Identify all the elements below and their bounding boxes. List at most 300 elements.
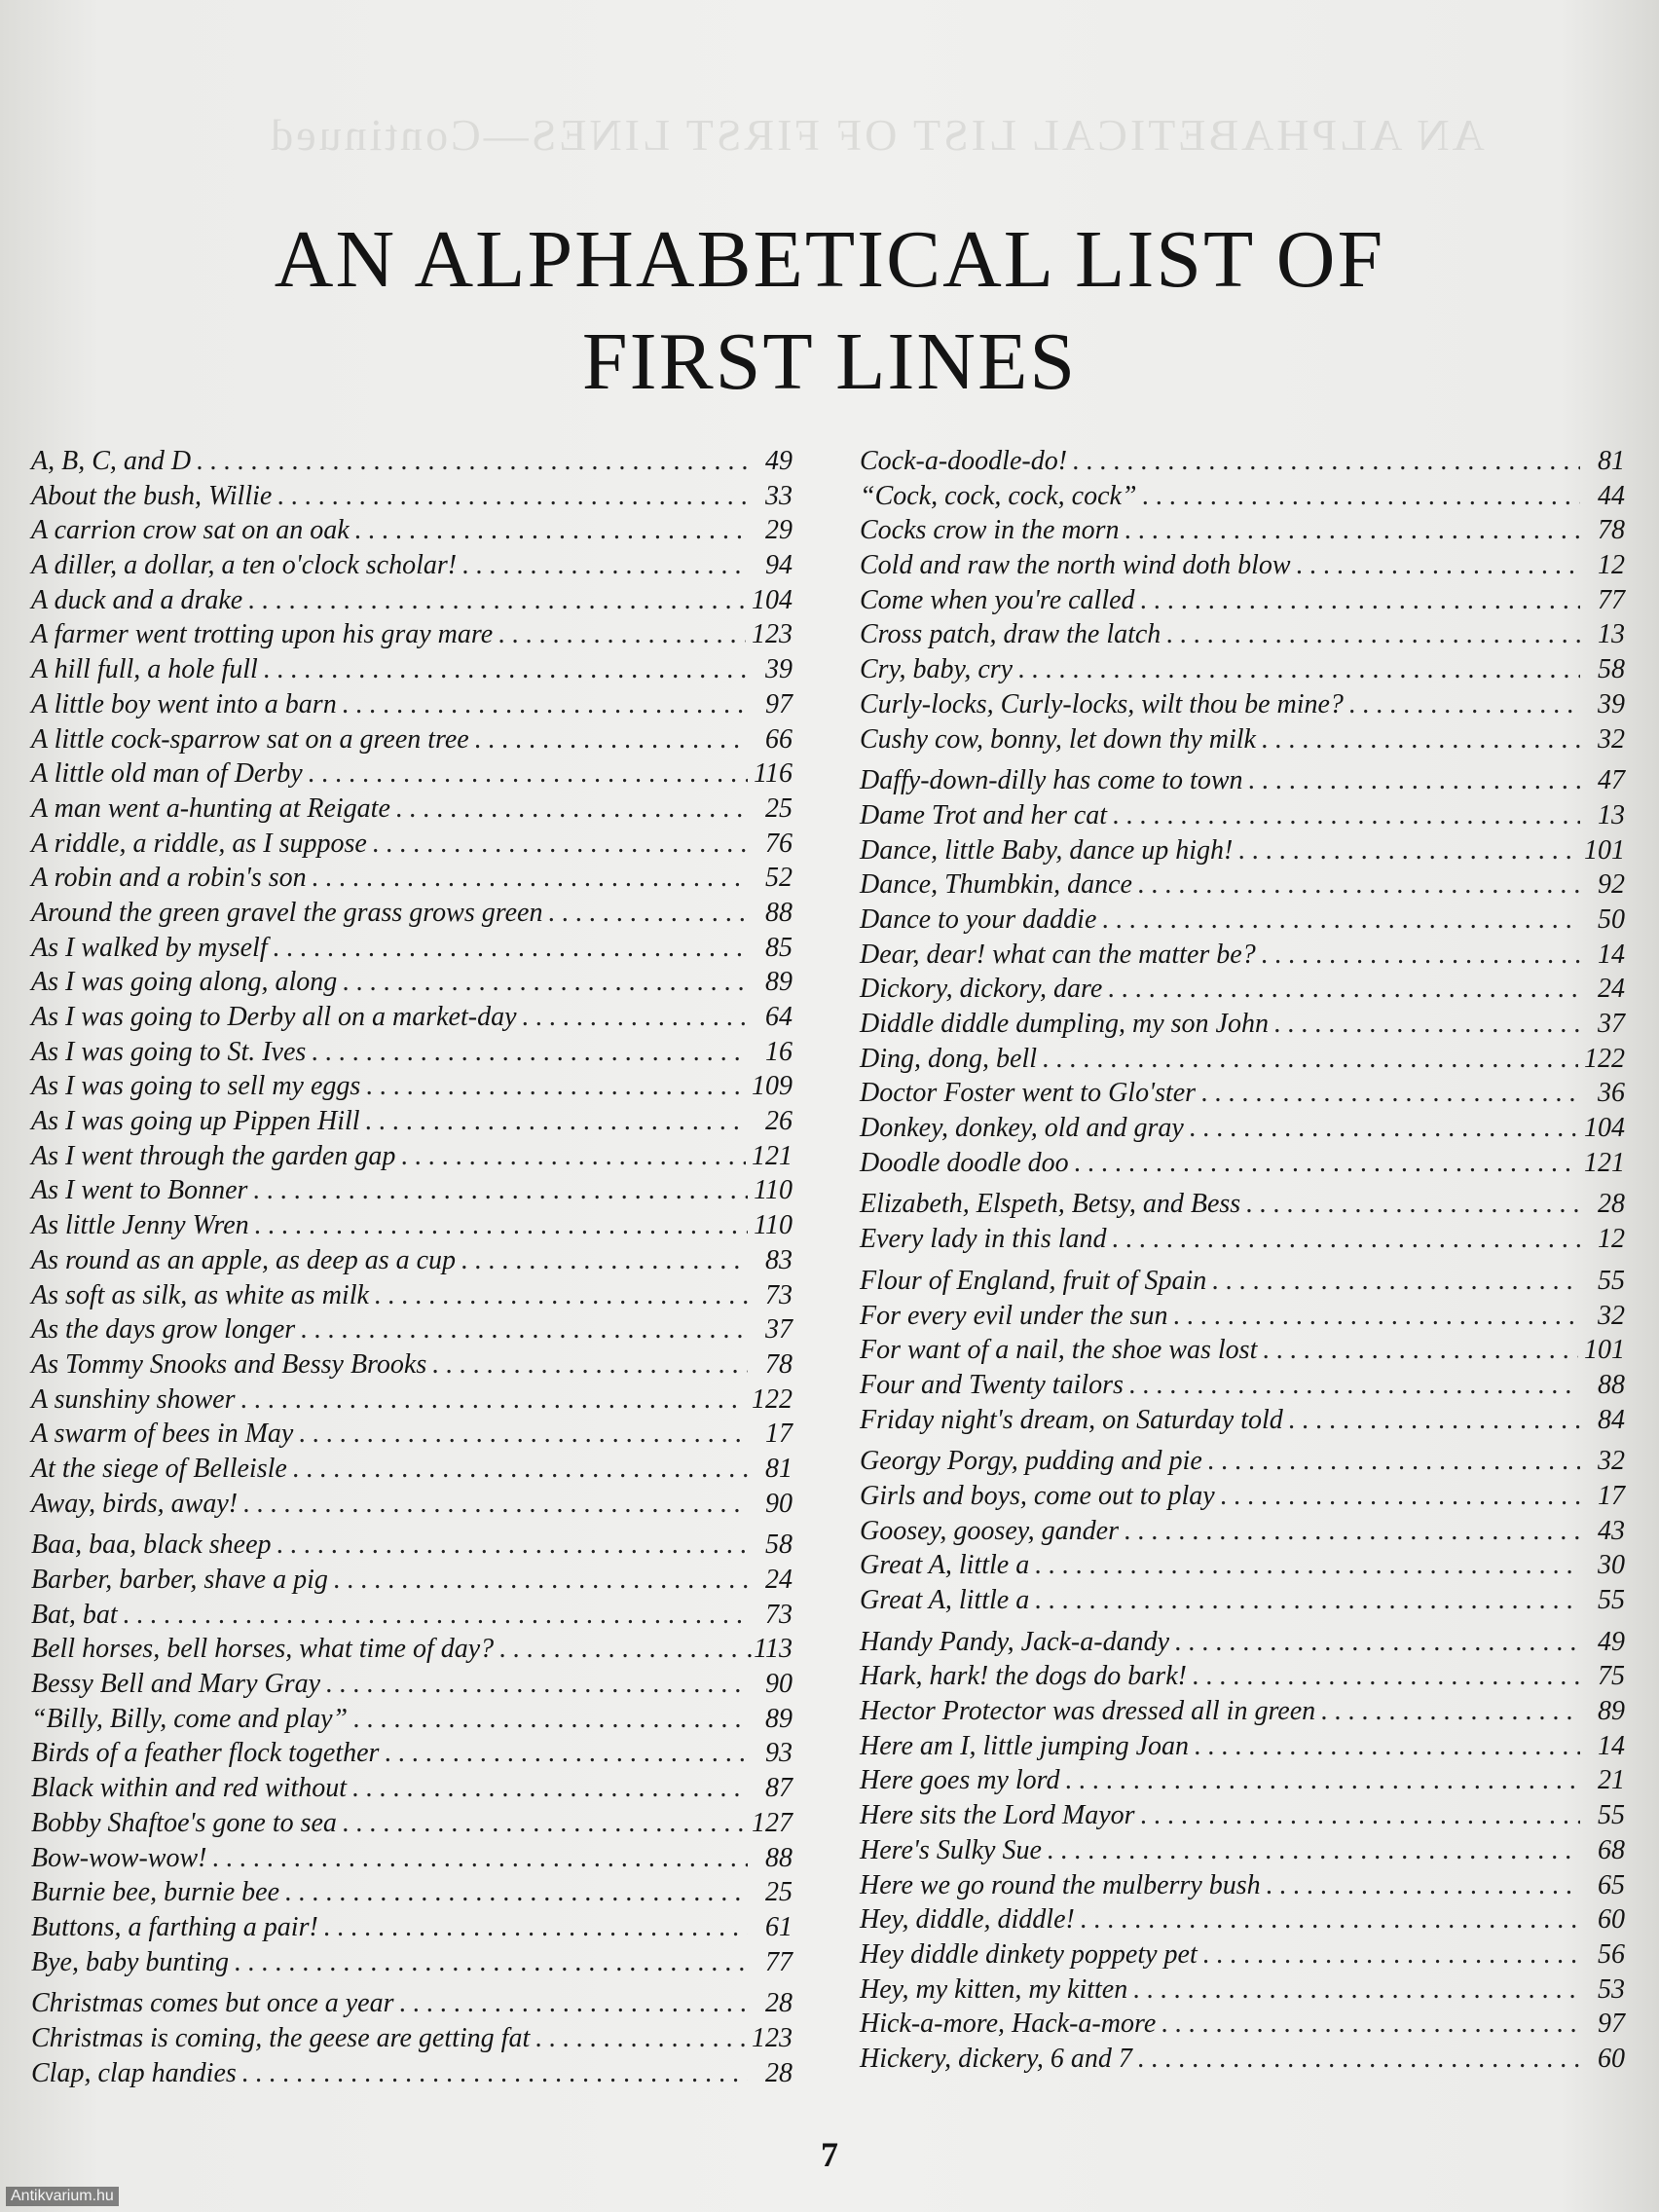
first-line-text: Cock-a-doodle-do! <box>860 446 1068 476</box>
page-reference: 58 <box>765 1530 793 1561</box>
index-entry <box>31 1563 793 1598</box>
index-entry <box>860 1972 1625 2008</box>
page-reference: 28 <box>765 1988 793 2019</box>
dot-leader <box>343 965 748 1000</box>
page-reference: 25 <box>765 1877 793 1908</box>
index-entry <box>860 1299 1625 1334</box>
first-line-text: Baa, baa, black sheep <box>31 1530 272 1561</box>
dot-leader <box>241 1382 747 1418</box>
first-line-text: Great A, little a <box>860 1585 1030 1615</box>
page-reference: 75 <box>1598 1661 1625 1692</box>
page-reference: 85 <box>765 932 793 963</box>
dot-leader <box>1262 938 1580 973</box>
first-line-text: A man went a-hunting at Reigate <box>31 793 390 824</box>
page-reference: 76 <box>765 828 793 859</box>
bleed-through-text: AN ALPHABETICAL LIST OF FIRST LINES—Continued <box>268 110 1485 160</box>
first-line-text: A riddle, a riddle, as I suppose <box>31 828 367 859</box>
index-entry <box>31 1945 793 1980</box>
first-line-text: Dear, dear! what can the matter be? <box>860 939 1256 970</box>
dot-leader <box>401 1139 746 1174</box>
first-line-text: Hey diddle dinkety poppety pet <box>860 1938 1198 1970</box>
first-line-text: Birds of a feather flock together <box>31 1738 380 1769</box>
page-reference: 12 <box>1598 550 1625 581</box>
index-entry <box>860 583 1625 618</box>
first-line-text: “Cock, cock, cock, cock” <box>860 480 1137 511</box>
first-line-text: Every lady in this land <box>860 1224 1107 1255</box>
dot-leader <box>1075 1146 1578 1181</box>
first-line-text: Four and Twenty tailors <box>860 1369 1124 1400</box>
index-entry <box>31 479 793 514</box>
dot-leader <box>255 1208 748 1243</box>
dot-leader <box>1018 652 1580 687</box>
index-entry <box>31 1841 793 1876</box>
first-line-text: A little old man of Derby <box>31 758 303 790</box>
dot-leader <box>301 1312 748 1347</box>
dot-leader <box>277 479 748 514</box>
index-entry <box>860 2007 1625 2042</box>
page-reference: 56 <box>1598 1938 1625 1970</box>
dot-leader <box>1321 1694 1580 1729</box>
page-reference: 60 <box>1598 2043 1625 2074</box>
dot-leader <box>1193 1659 1580 1694</box>
page-reference: 25 <box>765 793 793 824</box>
dot-leader <box>277 1528 749 1563</box>
dot-leader <box>343 687 748 722</box>
dot-leader <box>1129 1368 1580 1403</box>
dot-leader <box>366 1104 748 1139</box>
dot-leader <box>1124 1514 1580 1549</box>
first-line-text: Hick-a-more, Hack-a-more <box>860 2009 1157 2040</box>
first-line-text: As I was going to Derby all on a market-day <box>31 1002 517 1032</box>
dot-leader <box>1263 1333 1578 1368</box>
first-line-text: Georgy Porgy, pudding and pie <box>860 1446 1202 1477</box>
first-line-text: Hey, my kitten, my kitten <box>860 1973 1128 2005</box>
first-line-text: A carrion crow sat on an oak <box>31 515 350 546</box>
first-line-text: Great A, little a <box>860 1550 1030 1581</box>
page-reference: 110 <box>754 1210 793 1241</box>
page-reference: 90 <box>765 1669 793 1700</box>
first-line-text: As the days grow longer <box>31 1314 296 1346</box>
dot-leader <box>1249 763 1580 798</box>
page-reference: 39 <box>1598 688 1625 719</box>
first-line-text: A duck and a drake <box>31 584 243 615</box>
page-reference: 58 <box>1598 654 1625 685</box>
dot-leader <box>373 827 748 862</box>
first-line-text: Hector Protector was dressed all in green <box>860 1696 1316 1727</box>
index-entry <box>860 1798 1625 1833</box>
first-line-text: Doodle doodle doo <box>860 1147 1069 1178</box>
index-entry <box>860 1146 1625 1181</box>
page-reference: 77 <box>765 1946 793 1977</box>
dot-leader <box>1267 1868 1580 1903</box>
index-entry <box>860 1076 1625 1111</box>
index-entry <box>31 1875 793 1910</box>
dot-leader <box>1138 2042 1580 2077</box>
index-entry <box>860 867 1625 903</box>
dot-leader <box>1143 479 1580 514</box>
dot-leader <box>1212 1264 1580 1299</box>
page-reference: 73 <box>765 1279 793 1310</box>
page-reference: 84 <box>1598 1404 1625 1435</box>
index-entry <box>860 1403 1625 1438</box>
page-reference: 64 <box>765 1002 793 1032</box>
index-entry <box>860 513 1625 548</box>
page-reference: 21 <box>1598 1765 1625 1796</box>
dot-leader <box>242 2056 748 2091</box>
dot-leader <box>243 1487 748 1522</box>
index-entry <box>31 861 793 896</box>
index-entry <box>31 513 793 548</box>
first-line-text: Hickery, dickery, 6 and 7 <box>860 2043 1132 2074</box>
index-entry <box>860 548 1625 583</box>
right-column-index <box>860 444 1625 2077</box>
dot-leader <box>293 1452 748 1487</box>
dot-leader <box>432 1347 748 1382</box>
index-entry <box>860 763 1625 798</box>
dot-leader <box>1161 2007 1580 2042</box>
index-entry <box>31 1000 793 1035</box>
index-entry <box>860 617 1625 652</box>
first-line-text: Cold and raw the north wind doth blow <box>860 550 1291 581</box>
index-entry <box>860 798 1625 833</box>
first-line-text: For every evil under the sun <box>860 1300 1168 1331</box>
index-entry <box>860 1514 1625 1549</box>
first-line-text: A, B, C, and D <box>31 446 192 476</box>
index-entry <box>31 1986 793 2021</box>
index-entry <box>31 1771 793 1806</box>
left-column-index <box>31 444 793 2090</box>
page-reference: 88 <box>1598 1369 1625 1400</box>
dot-leader <box>353 1702 748 1737</box>
dot-leader <box>309 756 748 792</box>
page-reference: 33 <box>765 480 793 511</box>
index-entry <box>31 1312 793 1347</box>
index-entry <box>31 1208 793 1243</box>
index-entry <box>31 583 793 618</box>
first-line-text: As Tommy Snooks and Bessy Brooks <box>31 1348 427 1380</box>
page-title-line-1: AN ALPHABETICAL LIST OF <box>274 214 1385 305</box>
first-line-text: Here's Sulky Sue <box>860 1834 1042 1865</box>
dot-leader <box>375 1278 748 1313</box>
index-entry <box>31 1702 793 1737</box>
index-entry <box>860 1763 1625 1798</box>
dot-leader <box>1246 1187 1580 1222</box>
dot-leader <box>1221 1479 1580 1514</box>
page-reference: 43 <box>1598 1515 1625 1546</box>
index-entry <box>31 617 793 652</box>
page-reference: 55 <box>1598 1265 1625 1296</box>
index-entry <box>860 1333 1625 1368</box>
dot-leader <box>334 1563 748 1598</box>
index-entry <box>31 1806 793 1841</box>
dot-leader <box>212 1841 748 1876</box>
first-line-text: As I was going up Pippen Hill <box>31 1106 360 1137</box>
dot-leader <box>1113 798 1580 833</box>
index-entry <box>31 1417 793 1452</box>
page-reference: 13 <box>1598 619 1625 650</box>
dot-leader <box>548 896 748 931</box>
index-entry <box>31 1528 793 1563</box>
first-line-text: Christmas is coming, the geese are getting fat <box>31 2022 531 2053</box>
dot-leader <box>1190 1111 1578 1146</box>
dot-leader <box>299 1417 748 1452</box>
page-reference: 89 <box>765 1703 793 1734</box>
dot-leader <box>313 861 748 896</box>
first-line-text: Handy Pandy, Jack-a-dandy <box>860 1626 1169 1657</box>
dot-leader <box>1203 1937 1580 1972</box>
page-reference: 97 <box>765 688 793 719</box>
index-entry <box>31 1069 793 1104</box>
index-entry <box>860 2042 1625 2077</box>
page-reference: 78 <box>1598 515 1625 546</box>
index-entry <box>860 722 1625 757</box>
page-reference: 88 <box>765 1842 793 1873</box>
first-line-text: Hark, hark! the dogs do bark! <box>860 1661 1187 1692</box>
dot-leader <box>352 1771 748 1806</box>
dot-leader <box>285 1875 748 1910</box>
index-entry <box>860 1937 1625 1972</box>
index-entry <box>860 1902 1625 1937</box>
page-reference: 65 <box>1598 1869 1625 1900</box>
index-entry <box>860 1479 1625 1514</box>
dot-leader <box>1035 1583 1580 1618</box>
first-line-text: About the bush, Willie <box>31 480 273 511</box>
page-reference: 39 <box>765 654 793 685</box>
dot-leader <box>1066 1763 1580 1798</box>
first-line-text: A little boy went into a barn <box>31 688 337 719</box>
index-entry <box>31 1035 793 1070</box>
first-line-text: Bat, bat <box>31 1599 118 1630</box>
index-entry <box>860 479 1625 514</box>
dot-leader <box>1201 1076 1580 1111</box>
page-reference: 101 <box>1584 834 1625 866</box>
index-entry <box>860 1659 1625 1694</box>
page-reference: 87 <box>765 1773 793 1804</box>
page-reference: 101 <box>1584 1335 1625 1366</box>
page-title-line-2: FIRST LINES <box>581 316 1078 407</box>
dot-leader <box>324 1910 748 1945</box>
index-entry <box>31 1278 793 1313</box>
page-reference: 13 <box>1598 799 1625 830</box>
index-entry <box>860 1264 1625 1299</box>
first-line-text: Hey, diddle, diddle! <box>860 1904 1075 1936</box>
page-reference: 37 <box>1598 1009 1625 1039</box>
dot-leader <box>1297 548 1580 583</box>
page-reference: 17 <box>765 1419 793 1450</box>
page-reference: 93 <box>765 1738 793 1769</box>
page-reference: 55 <box>1598 1800 1625 1831</box>
first-line-text: Burnie bee, burnie bee <box>31 1877 280 1908</box>
page-reference: 29 <box>765 515 793 546</box>
index-entry <box>31 548 793 583</box>
first-line-text: Dance, little Baby, dance up high! <box>860 834 1234 866</box>
first-line-text: A hill full, a hole full <box>31 654 258 685</box>
index-entry <box>860 1007 1625 1042</box>
index-entry <box>31 1382 793 1418</box>
first-line-text: As I was going along, along <box>31 967 338 998</box>
dot-leader <box>1108 972 1580 1007</box>
dot-leader <box>1133 1972 1580 2008</box>
first-line-text: Dance to your daddie <box>860 903 1097 935</box>
page-reference: 47 <box>1598 765 1625 796</box>
first-line-text: Clap, clap handies <box>31 2057 237 2088</box>
page-reference: 32 <box>1598 1446 1625 1477</box>
page-reference: 77 <box>1598 584 1625 615</box>
dot-leader <box>1141 583 1580 618</box>
index-entry <box>31 1173 793 1208</box>
page-reference: 26 <box>765 1106 793 1137</box>
page-reference: 36 <box>1598 1078 1625 1109</box>
first-line-text: Christmas comes but once a year <box>31 1988 394 2019</box>
dot-leader <box>1195 1729 1580 1764</box>
page-reference: 122 <box>1584 1043 1625 1074</box>
index-entry <box>31 896 793 931</box>
page-reference: 24 <box>1598 974 1625 1005</box>
page-reference: 16 <box>765 1036 793 1067</box>
first-line-text: Bobby Shaftoe's gone to sea <box>31 1807 337 1838</box>
index-entry <box>31 931 793 966</box>
dot-leader <box>1349 687 1580 722</box>
index-entry <box>860 1868 1625 1903</box>
dot-leader <box>535 2021 746 2056</box>
page-reference: 14 <box>1598 1730 1625 1761</box>
dot-leader <box>264 652 748 687</box>
page-reference: 52 <box>765 863 793 894</box>
index-entry <box>31 1347 793 1382</box>
page-reference: 97 <box>1598 2009 1625 2040</box>
page-reference: 89 <box>1598 1696 1625 1727</box>
first-line-text: Goosey, goosey, gander <box>860 1515 1119 1546</box>
first-line-text: As I walked by myself <box>31 932 268 963</box>
dot-leader <box>1238 833 1578 868</box>
first-line-text: Barber, barber, shave a pig <box>31 1565 328 1595</box>
page-reference: 32 <box>1598 723 1625 755</box>
page-reference: 12 <box>1598 1224 1625 1255</box>
index-entry <box>860 903 1625 938</box>
first-line-text: As soft as silk, as white as milk <box>31 1279 369 1310</box>
dot-leader <box>312 1035 748 1070</box>
dot-leader <box>1125 513 1581 548</box>
index-entry <box>860 938 1625 973</box>
page-reference: 92 <box>1598 869 1625 901</box>
index-entry <box>31 652 793 687</box>
index-entry <box>860 1368 1625 1403</box>
first-line-text: Black within and red without <box>31 1773 348 1804</box>
index-entry <box>860 833 1625 868</box>
first-line-text: Donkey, donkey, old and gray <box>860 1113 1184 1144</box>
dot-leader <box>248 583 746 618</box>
dot-leader <box>366 1069 746 1104</box>
first-line-text: A diller, a dollar, a ten o'clock scholar! <box>31 550 458 581</box>
index-entry <box>860 652 1625 687</box>
page-number: 7 <box>821 2135 838 2174</box>
first-line-text: A farmer went trotting upon his gray mare <box>31 619 494 650</box>
first-line-text: As little Jenny Wren <box>31 1210 249 1241</box>
index-entry <box>31 965 793 1000</box>
first-line-text: Here goes my lord <box>860 1765 1060 1796</box>
first-line-text: Daffy-down-dilly has come to town <box>860 765 1243 796</box>
index-entry <box>860 1111 1625 1146</box>
index-entry <box>860 1583 1625 1618</box>
index-entry <box>31 1139 793 1174</box>
page-reference: 104 <box>752 584 793 615</box>
first-line-text: As I was going to sell my eggs <box>31 1071 361 1102</box>
dot-leader <box>326 1667 748 1702</box>
page-reference: 55 <box>1598 1585 1625 1615</box>
index-entry <box>31 1104 793 1139</box>
dot-leader <box>462 548 748 583</box>
page-reference: 44 <box>1598 480 1625 511</box>
page-reference: 121 <box>1584 1147 1625 1178</box>
dot-leader <box>1274 1007 1580 1042</box>
index-entry <box>860 1222 1625 1257</box>
index-entry <box>860 1548 1625 1583</box>
page-reference: 49 <box>1598 1626 1625 1657</box>
page-reference: 110 <box>754 1175 793 1206</box>
first-line-text: Flour of England, fruit of Spain <box>860 1265 1207 1296</box>
index-entry <box>860 444 1625 479</box>
first-line-text: Bye, baby bunting <box>31 1946 229 1977</box>
first-line-text: Cocks crow in the morn <box>860 515 1120 546</box>
first-line-text: Cry, baby, cry <box>860 654 1014 685</box>
dot-leader <box>396 792 748 827</box>
index-entry <box>31 444 793 479</box>
index-entry <box>860 1625 1625 1660</box>
dot-leader <box>343 1806 746 1841</box>
dot-leader <box>498 617 746 652</box>
dot-leader <box>475 722 748 757</box>
page-reference: 60 <box>1598 1904 1625 1936</box>
dot-leader <box>461 1243 748 1278</box>
first-line-text: As round as an apple, as deep as a cup <box>31 1244 457 1275</box>
index-entry <box>31 2056 793 2091</box>
page-reference: 61 <box>765 1911 793 1942</box>
page-reference: 30 <box>1598 1550 1625 1581</box>
dot-leader <box>1141 1798 1580 1833</box>
index-entry <box>31 722 793 757</box>
index-entry <box>31 1667 793 1702</box>
first-line-text: Doctor Foster went to Glo'ster <box>860 1078 1197 1109</box>
page-reference: 50 <box>1598 903 1625 935</box>
page-reference: 68 <box>1598 1834 1625 1865</box>
page-reference: 78 <box>765 1348 793 1380</box>
page-reference: 109 <box>752 1071 793 1102</box>
page-reference: .113 <box>747 1634 793 1665</box>
page-reference: 37 <box>765 1314 793 1346</box>
first-line-text: Girls and boys, come out to play <box>860 1480 1215 1511</box>
first-line-text: Bow-wow-wow! <box>31 1842 207 1873</box>
dot-leader <box>124 1598 748 1633</box>
dot-leader <box>1113 1222 1580 1257</box>
first-line-text: Cushy cow, bonny, let down thy milk <box>860 723 1256 755</box>
index-entry <box>860 1187 1625 1222</box>
dot-leader <box>253 1173 748 1208</box>
watermark: Antikvarium.hu <box>6 2187 119 2206</box>
index-entry <box>31 1736 793 1771</box>
page-reference: 66 <box>765 723 793 755</box>
page-reference: 81 <box>1598 446 1625 476</box>
index-entry <box>31 1487 793 1522</box>
page-reference: 127 <box>752 1807 793 1838</box>
dot-leader <box>1035 1548 1580 1583</box>
dot-leader <box>1073 444 1580 479</box>
dot-leader <box>1262 722 1580 757</box>
page-reference: 14 <box>1598 939 1625 970</box>
index-entry <box>31 1598 793 1633</box>
page-reference: 73 <box>765 1599 793 1630</box>
index-entry <box>860 1833 1625 1868</box>
first-line-text: Elizabeth, Elspeth, Betsy, and Bess <box>860 1189 1241 1220</box>
